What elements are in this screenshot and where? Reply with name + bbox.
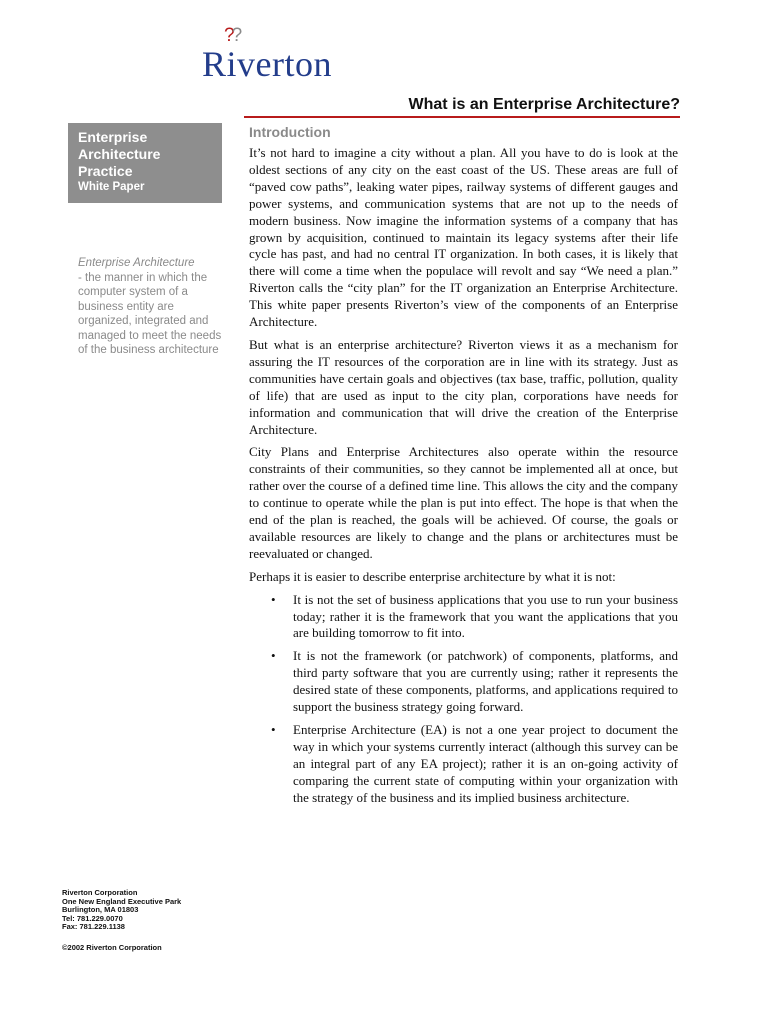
practice-label-line: Practice <box>78 163 133 179</box>
list-item-text: It is not the framework (or patchwork) of components, platforms, and third party software that you are currently using; rather it represents the desired state of these components, platforms, and applications required to support the business strategy going forward. <box>293 648 678 715</box>
company-address-footer <box>62 889 262 953</box>
title-divider <box>244 116 680 118</box>
document-title: What is an Enterprise Architecture? <box>408 96 680 113</box>
logo-question-mark-icon <box>224 26 242 45</box>
bullet-dot-icon: • <box>271 648 276 664</box>
bullet-dot-icon: • <box>271 591 276 607</box>
body-paragraph: City Plans and Enterprise Architectures also operate within the resource constraints of their communities, so they cannot be implemented all at once, but rather over the course of a defined time line. This allows the city and the company to continue to operate while the plan is put into effect. The hope is that when the end of the plan is reached, the goals will be achieved. Of course, the goals or available resources are likely to change and the plans or architectures must be reevaluated or changed. <box>249 444 678 561</box>
section-heading: Introduction <box>249 124 331 140</box>
definition-term: Enterprise Architecture <box>78 257 195 269</box>
list-item-text: Enterprise Architecture (EA) is not a one year project to document the way in which your systems currently interact (although this survey can be an integral part of any EA project); rather it is an on-going activity of comparing the current state of computing within your organization with the strategy of the business and its implied business architecture. <box>293 722 678 805</box>
practice-subtitle: White Paper <box>78 181 145 193</box>
definition-note <box>78 256 222 358</box>
list-item <box>249 648 678 716</box>
list-item-text: It is not the set of business applications that you use to run your business today; rather it is the framework that you want the applications that you are building tomorrow to fit into. <box>293 591 678 641</box>
list-item <box>249 722 678 807</box>
body-paragraph: Perhaps it is easier to describe enterprise architecture by what it is not: <box>249 568 616 584</box>
body-paragraph: But what is an enterprise architecture? Riverton views it as a mechanism for assuring the IT resources of the corporation are in line with its strategy. Just as communities have certain goals and objectives (tax base, traffic, pollution, quality of life) that are used as input to the city plan, corporations have needs for information and communication that will drive the creation of the Enterprise Architecture. <box>249 336 678 437</box>
footer-line: Riverton Corporation <box>62 888 138 897</box>
footer-line: One New England Executive Park <box>62 896 182 906</box>
logo-wordmark: Riverton <box>202 44 332 84</box>
footer-line: Burlington, MA 01803 <box>62 905 139 915</box>
definition-text: - the manner in which the computer system of a business entity are organized, integrated and managed to meet the needs of the business architecture <box>78 271 222 356</box>
list-item <box>249 592 678 643</box>
practice-label-box <box>68 123 222 203</box>
practice-label-line: Architecture <box>78 146 161 162</box>
copyright-notice: ©2002 Riverton Corporation <box>62 942 162 952</box>
logo-mark-gray: ? <box>231 25 243 46</box>
body-paragraph: It’s not hard to imagine a city without a plan. All you have to do is look at the oldest sections of any city on the east coast of the US. These areas are full of “paved cow paths”, leaking water pipes, railway systems of different gauges and power systems, and communication systems that are not up to the needs of modern business. Now imagine the information systems of a company that has grown by acquisition, continued to maintain its legacy systems after their life cycle has past, and had no central IT organization. In both cases, it is likely that there will come a time when the populace will revolt and say “We need a plan.” Riverton calls the “city plan” for the IT organization an Enterprise Architecture. This white paper presents Riverton’s view of the components of an Enterprise Architecture. <box>249 145 678 330</box>
bullet-list <box>249 592 678 807</box>
logo-mark-red: ? <box>224 25 235 46</box>
main-content <box>249 124 678 813</box>
footer-line: Tel: 781.229.0070 <box>62 913 123 923</box>
footer-line: Fax: 781.229.1138 <box>62 922 125 932</box>
practice-label-line: Enterprise <box>78 129 148 145</box>
bullet-dot-icon: • <box>271 722 276 737</box>
